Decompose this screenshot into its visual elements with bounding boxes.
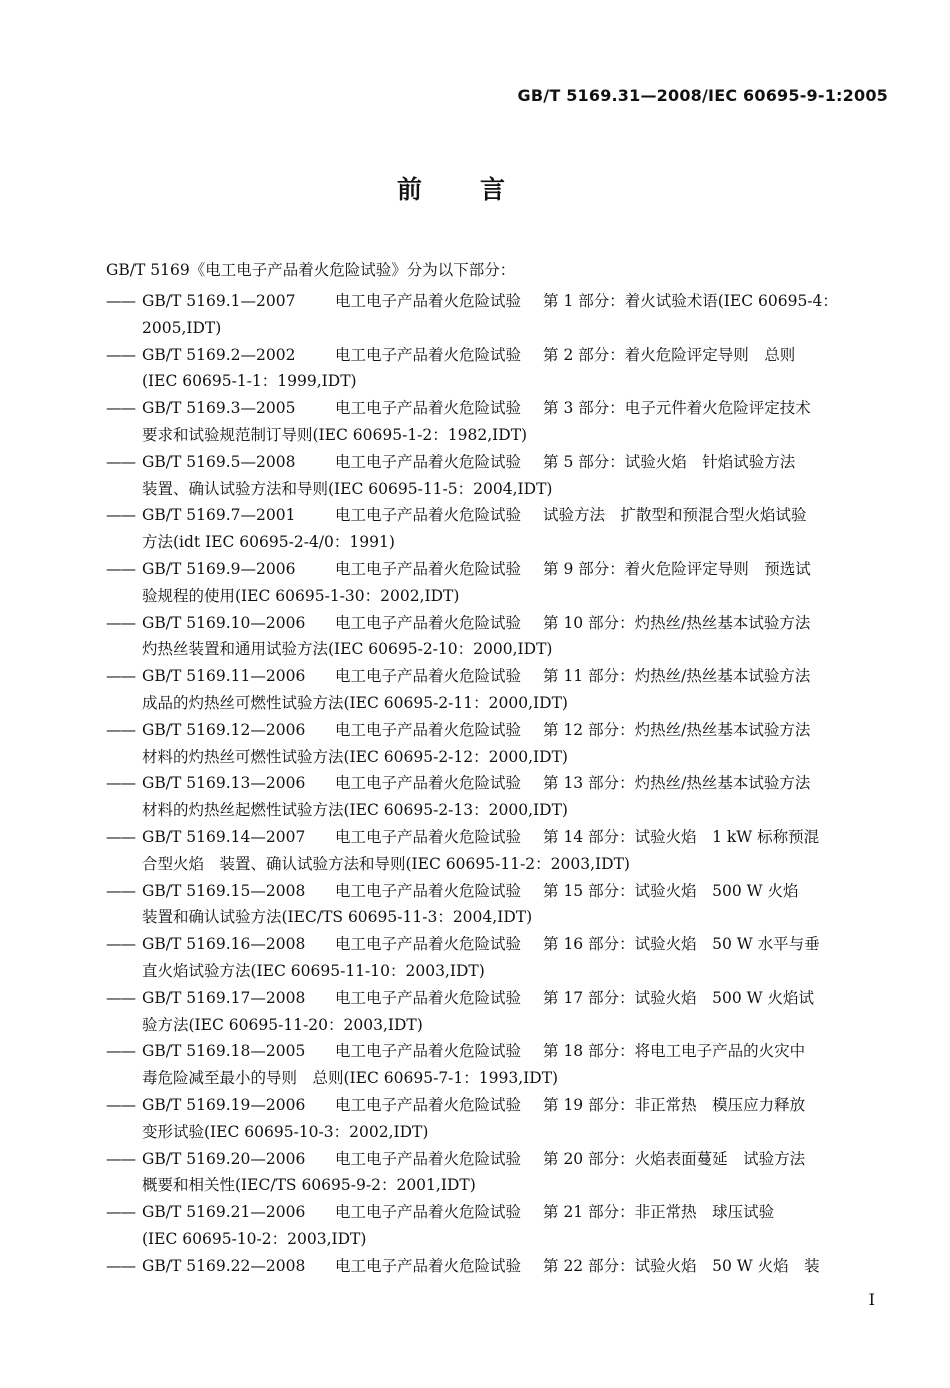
- part-title: 第 17 部分：试验火焰 500 W 火焰试: [543, 988, 814, 1007]
- page-title: 前言: [396, 175, 563, 204]
- entry-first-line: [106, 288, 886, 315]
- entry-first-line: [106, 878, 886, 905]
- part-title: 第 10 部分：灼热丝/热丝基本试验方法: [543, 613, 811, 632]
- entry-continuation-line: 灼热丝装置和通用试验方法(IEC 60695-2-10：2000,IDT): [142, 640, 553, 659]
- series-title: 电工电子产品着火危险试验: [335, 559, 522, 578]
- entry-dash: ——: [106, 559, 135, 578]
- list-item: [106, 1038, 886, 1092]
- entry-first-line: [106, 342, 886, 369]
- standard-code: GB/T 5169.2—2002: [142, 345, 296, 364]
- standard-code: GB/T 5169.10—2006: [142, 613, 306, 632]
- list-item: [106, 288, 886, 342]
- list-item: [106, 610, 886, 664]
- entry-dash: ——: [106, 881, 135, 900]
- standard-code: GB/T 5169.15—2008: [142, 881, 306, 900]
- part-title: 第 2 部分：着火危险评定导则 总则: [543, 345, 796, 364]
- part-title: 第 1 部分：着火试验术语(IEC 60695-4：: [543, 292, 838, 310]
- entry-dash: ——: [106, 345, 135, 364]
- list-item: [106, 556, 886, 610]
- series-title: 电工电子产品着火危险试验: [335, 345, 522, 364]
- entry-first-line: [106, 931, 886, 958]
- standard-code: GB/T 5169.12—2006: [142, 720, 306, 739]
- entry-dash: ——: [106, 720, 135, 739]
- standard-parts-list: [106, 288, 886, 1279]
- entry-dash: ——: [106, 1042, 135, 1061]
- standard-code: GB/T 5169.13—2006: [142, 774, 306, 793]
- entry-continuation-line: (IEC 60695-1-1：1999,IDT): [142, 372, 357, 391]
- entry-dash: ——: [106, 292, 135, 310]
- series-title: 电工电子产品着火危险试验: [335, 506, 522, 525]
- part-title: 第 3 部分：电子元件着火危险评定技术: [543, 399, 811, 418]
- entry-dash: ——: [106, 667, 135, 686]
- series-title: 电工电子产品着火危险试验: [335, 881, 522, 900]
- entry-first-line: [106, 449, 886, 476]
- series-title: 电工电子产品着火危险试验: [335, 720, 522, 739]
- entry-first-line: [106, 824, 886, 851]
- series-title: 电工电子产品着火危险试验: [335, 827, 522, 846]
- series-title: 电工电子产品着火危险试验: [335, 774, 522, 793]
- entry-first-line: [106, 1146, 886, 1173]
- standard-code: GB/T 5169.22—2008: [142, 1256, 306, 1275]
- standard-code: GB/T 5169.11—2006: [142, 667, 306, 686]
- entry-first-line: [106, 770, 886, 797]
- series-title: 电工电子产品着火危险试验: [335, 613, 522, 632]
- standard-code: GB/T 5169.7—2001: [142, 506, 296, 525]
- entry-continuation-line: 成品的灼热丝可燃性试验方法(IEC 60695-2-11：2000,IDT): [142, 693, 568, 712]
- entry-continuation-line: 直火焰试验方法(IEC 60695-11-10：2003,IDT): [142, 961, 485, 980]
- entry-first-line: [106, 1038, 886, 1065]
- standard-code: GB/T 5169.14—2007: [142, 827, 306, 846]
- list-item: [106, 342, 886, 396]
- entry-dash: ——: [106, 506, 135, 525]
- part-title: 第 20 部分：火焰表面蔓延 试验方法: [543, 1149, 806, 1168]
- entry-continuation-line: 毒危险减至最小的导则 总则(IEC 60695-7-1：1993,IDT): [142, 1069, 559, 1088]
- entry-continuation-line: 验方法(IEC 60695-11-20：2003,IDT): [142, 1015, 423, 1034]
- series-title: 电工电子产品着火危险试验: [335, 1095, 522, 1114]
- part-title: 第 22 部分：试验火焰 50 W 火焰 装: [543, 1256, 820, 1275]
- list-item: [106, 1092, 886, 1146]
- part-title: 第 21 部分：非正常热 球压试验: [543, 1203, 775, 1222]
- list-item: [106, 1253, 886, 1280]
- series-title: 电工电子产品着火危险试验: [335, 1203, 522, 1222]
- part-title: 试验方法 扩散型和预混合型火焰试验: [543, 506, 807, 525]
- standard-code: GB/T 5169.19—2006: [142, 1095, 306, 1114]
- entry-dash: ——: [106, 988, 135, 1007]
- entry-continuation-line: 要求和试验规范制订导则(IEC 60695-1-2：1982,IDT): [142, 425, 528, 444]
- part-title: 第 18 部分：将电工电子产品的火灾中: [543, 1042, 806, 1061]
- part-title: 第 14 部分：试验火焰 1 kW 标称预混: [543, 827, 820, 846]
- entry-continuation-line: (IEC 60695-10-2：2003,IDT): [142, 1229, 367, 1248]
- list-item: [106, 931, 886, 985]
- part-title: 第 19 部分：非正常热 模压应力释放: [543, 1095, 806, 1114]
- entry-dash: ——: [106, 399, 135, 418]
- entry-continuation-line: 材料的灼热丝可燃性试验方法(IEC 60695-2-12：2000,IDT): [142, 747, 568, 766]
- list-item: [106, 663, 886, 717]
- entry-dash: ——: [106, 613, 135, 632]
- entry-continuation-line: 装置和确认试验方法(IEC/TS 60695-11-3：2004,IDT): [142, 908, 533, 927]
- entry-continuation-line: 方法(idt IEC 60695-2-4/0：1991): [142, 533, 395, 552]
- entry-first-line: [106, 556, 886, 583]
- standard-code: GB/T 5169.3—2005: [142, 399, 296, 418]
- list-item: [106, 717, 886, 771]
- entry-continuation-line: 变形试验(IEC 60695-10-3：2002,IDT): [142, 1122, 429, 1141]
- list-item: [106, 502, 886, 556]
- series-title: 电工电子产品着火危险试验: [335, 1149, 522, 1168]
- entry-dash: ——: [106, 1095, 135, 1114]
- entry-first-line: [106, 985, 886, 1012]
- list-item: [106, 824, 886, 878]
- entry-first-line: [106, 610, 886, 637]
- entry-first-line: [106, 717, 886, 744]
- entry-first-line: [106, 663, 886, 690]
- part-title: 第 15 部分：试验火焰 500 W 火焰: [543, 881, 799, 900]
- list-item: [106, 1199, 886, 1253]
- series-title: 电工电子产品着火危险试验: [335, 1256, 522, 1275]
- entry-first-line: [106, 395, 886, 422]
- list-item: [106, 770, 886, 824]
- part-title: 第 12 部分：灼热丝/热丝基本试验方法: [543, 720, 811, 739]
- entry-dash: ——: [106, 827, 135, 846]
- entry-first-line: [106, 1199, 886, 1226]
- entry-continuation-line: 装置、确认试验方法和导则(IEC 60695-11-5：2004,IDT): [142, 479, 553, 498]
- entry-continuation-line: 2005,IDT): [142, 318, 222, 337]
- series-title: 电工电子产品着火危险试验: [335, 452, 522, 471]
- entry-continuation-line: 材料的灼热丝起燃性试验方法(IEC 60695-2-13：2000,IDT): [142, 801, 568, 820]
- standard-code: GB/T 5169.17—2008: [142, 988, 306, 1007]
- series-title: 电工电子产品着火危险试验: [335, 292, 522, 310]
- entry-continuation-line: 概要和相关性(IEC/TS 60695-9-2：2001,IDT): [142, 1176, 476, 1195]
- entry-first-line: [106, 502, 886, 529]
- list-item: [106, 395, 886, 449]
- entry-continuation-line: 合型火焰 装置、确认试验方法和导则(IEC 60695-11-2：2003,IDT): [142, 854, 630, 873]
- list-item: [106, 449, 886, 503]
- entry-dash: ——: [106, 1149, 135, 1168]
- part-title: 第 5 部分：试验火焰 针焰试验方法: [543, 452, 796, 471]
- standard-code: GB/T 5169.5—2008: [142, 452, 296, 471]
- standard-code: GB/T 5169.16—2008: [142, 935, 306, 954]
- entry-continuation-line: 验规程的使用(IEC 60695-1-30：2002,IDT): [142, 586, 460, 605]
- entry-dash: ——: [106, 935, 135, 954]
- list-item: [106, 985, 886, 1039]
- entry-dash: ——: [106, 1256, 135, 1275]
- standard-code: GB/T 5169.21—2006: [142, 1203, 306, 1222]
- standard-code: GB/T 5169.18—2005: [142, 1042, 306, 1061]
- entry-first-line: [106, 1092, 886, 1119]
- standard-number-header: GB/T 5169.31—2008/IEC 60695-9-1:2005: [517, 86, 888, 105]
- series-title: 电工电子产品着火危险试验: [335, 667, 522, 686]
- standard-code: GB/T 5169.1—2007: [142, 292, 296, 310]
- part-title: 第 9 部分：着火危险评定导则 预选试: [543, 559, 811, 578]
- list-item: [106, 878, 886, 932]
- standard-code: GB/T 5169.9—2006: [142, 559, 296, 578]
- series-title: 电工电子产品着火危险试验: [335, 399, 522, 418]
- entry-first-line: [106, 1253, 886, 1280]
- series-title: 电工电子产品着火危险试验: [335, 988, 522, 1007]
- intro-paragraph: GB/T 5169《电工电子产品着火危险试验》分为以下部分：: [106, 261, 516, 279]
- part-title: 第 11 部分：灼热丝/热丝基本试验方法: [543, 667, 811, 686]
- series-title: 电工电子产品着火危险试验: [335, 1042, 522, 1061]
- entry-dash: ——: [106, 452, 135, 471]
- list-item: [106, 1146, 886, 1200]
- standard-code: GB/T 5169.20—2006: [142, 1149, 306, 1168]
- part-title: 第 13 部分：灼热丝/热丝基本试验方法: [543, 774, 811, 793]
- series-title: 电工电子产品着火危险试验: [335, 935, 522, 954]
- entry-dash: ——: [106, 1203, 135, 1222]
- entry-dash: ——: [106, 774, 135, 793]
- part-title: 第 16 部分：试验火焰 50 W 水平与垂: [543, 935, 820, 954]
- page-number: I: [868, 1290, 875, 1309]
